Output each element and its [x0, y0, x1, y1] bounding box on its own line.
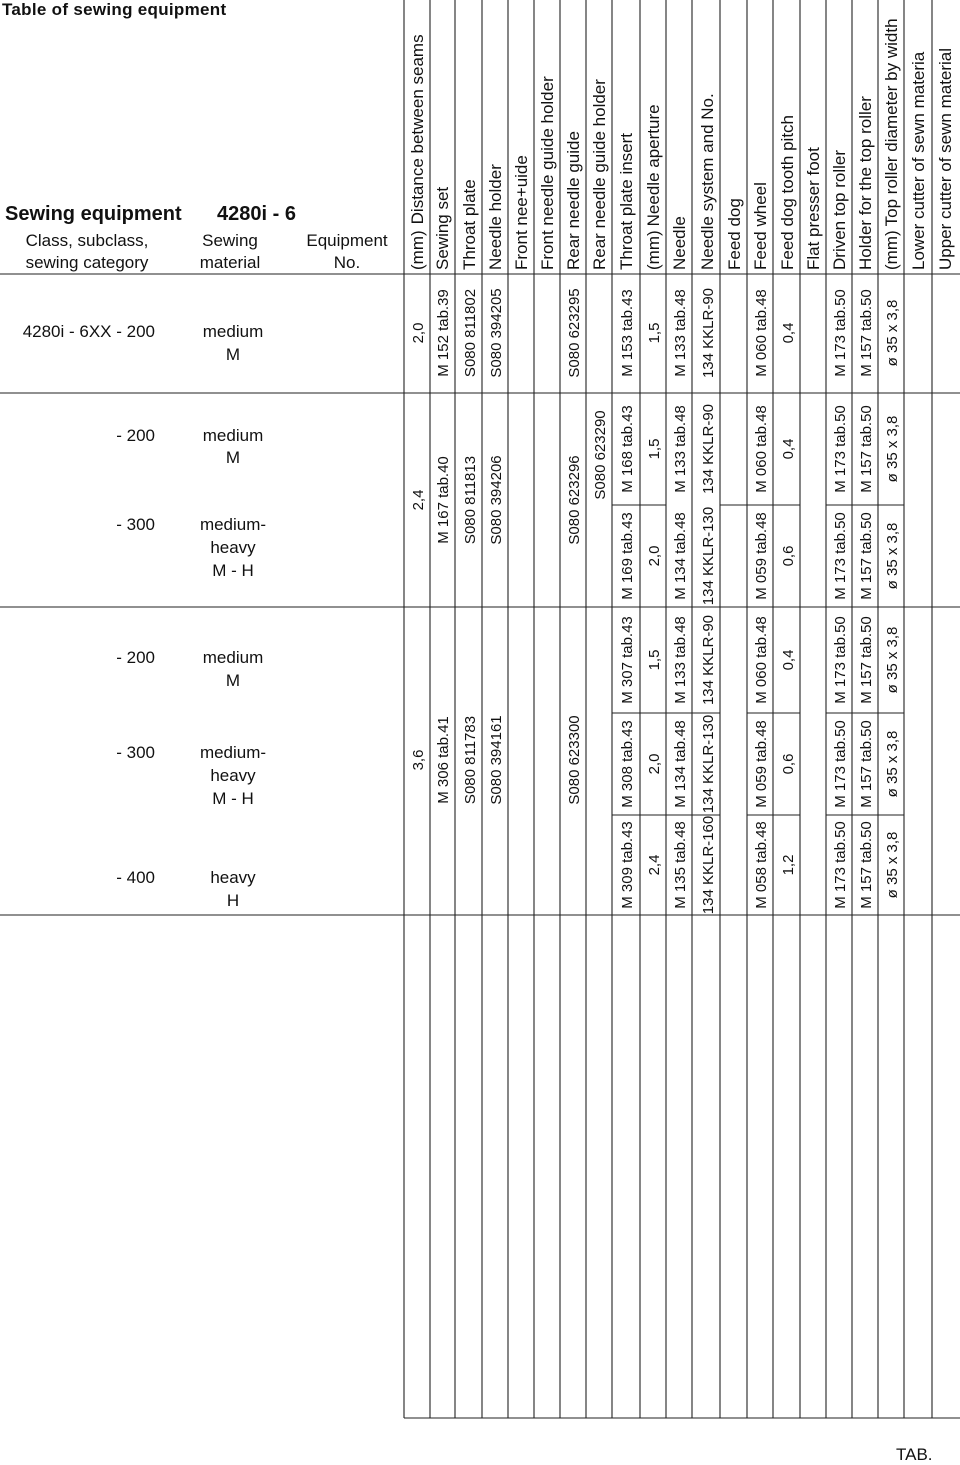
value-needle-holder: S080 394161: [488, 715, 505, 805]
equipment-title: Sewing equipment: [5, 203, 182, 225]
value-throat-plate: S080 811813: [462, 455, 479, 545]
material-cell: M: [225, 671, 241, 690]
part-header-throat-plate-insert: Throat plate insert: [617, 132, 636, 270]
part-header-feed-dog: Feed dog: [725, 198, 744, 270]
part-header-distance: [408, 34, 427, 270]
value-roller-holder: M 157 tab.50: [858, 405, 875, 493]
material-cell: heavy: [210, 538, 256, 557]
material-cell: H: [226, 891, 240, 910]
part-label: Distance between seams: [408, 34, 427, 225]
part-header-feed-wheel: Feed wheel: [751, 182, 770, 270]
value-throat-plate-insert: M 308 tab.43: [619, 720, 636, 808]
value-roller-holder: M 157 tab.50: [858, 616, 875, 704]
part-label: Top roller diameter by width: [882, 18, 901, 227]
class-cell: - 300: [116, 743, 155, 762]
header-material-line2: material: [199, 253, 261, 272]
value-sewing-set: M 306 tab.41: [435, 716, 452, 804]
value-throat-plate-insert: M 169 tab.43: [619, 512, 636, 600]
value-sewing-set: M 152 tab.39: [435, 289, 452, 377]
material-cell: M: [225, 448, 241, 467]
part-header-needle-aperture: [644, 104, 663, 270]
value-roller-diameter: ø 35 x 3,8: [884, 626, 901, 694]
class-cell: - 200: [116, 648, 155, 667]
value-needle-system: 134 KKLR-90: [700, 614, 717, 706]
part-header-sewing-set: Sewing set: [433, 186, 452, 270]
part-header-upper-cutter: Upper cutter of sewn material: [936, 47, 955, 270]
value-tooth-pitch: 0,4: [780, 322, 797, 344]
header-equipment-line2: No.: [333, 253, 361, 272]
value-needle: M 134 tab.48: [672, 512, 689, 600]
header-class-line2: sewing category: [25, 253, 149, 272]
value-feed-wheel: M 058 tab.48: [753, 821, 770, 909]
part-values: [410, 288, 901, 914]
part-unit: (mm): [644, 230, 663, 270]
value-feed-wheel: M 059 tab.48: [753, 720, 770, 808]
value-driven-top-roller: M 173 tab.50: [832, 512, 849, 600]
value-needle-system: 134 KKLR-160: [700, 815, 717, 915]
value-roller-diameter: ø 35 x 3,8: [884, 522, 901, 590]
column-headers: [26, 231, 388, 272]
value-roller-holder: M 157 tab.50: [858, 289, 875, 377]
part-header-rear-needle-guide: Rear needle guide: [564, 131, 583, 270]
value-rear-needle-guide: S080 623295: [566, 288, 583, 378]
part-header-needle-holder: Needle holder: [486, 164, 505, 270]
value-driven-top-roller: M 173 tab.50: [832, 616, 849, 704]
value-driven-top-roller: M 173 tab.50: [832, 720, 849, 808]
value-distance: 2,0: [410, 322, 427, 344]
part-header-flat-presser-foot: Flat presser foot: [804, 147, 823, 270]
header-equipment-line1: Equipment: [306, 231, 388, 250]
value-needle: M 133 tab.48: [672, 405, 689, 493]
value-rear-guide-holder: S080 623290: [592, 410, 609, 500]
value-distance: 2,4: [410, 489, 427, 511]
value-needle-aperture: 2,0: [646, 753, 663, 775]
part-headers: [408, 18, 955, 270]
class-cell: - 300: [116, 515, 155, 534]
page-title: Table of sewing equipment: [2, 0, 227, 19]
part-header-roller-holder: Holder for the top roller: [856, 96, 875, 270]
value-feed-wheel: M 059 tab.48: [753, 512, 770, 600]
value-needle-system: 134 KKLR-90: [700, 287, 717, 379]
material-cell: M - H: [212, 561, 254, 580]
value-tooth-pitch: 0,6: [780, 545, 797, 567]
footer-tab-label: TAB.: [896, 1445, 933, 1464]
value-needle-aperture: 1,5: [646, 438, 663, 460]
value-throat-plate: S080 811802: [462, 288, 479, 378]
part-header-tooth-pitch: Feed dog tooth pitch: [778, 114, 797, 270]
material-cell: medium-: [199, 515, 267, 534]
class-cell: - 200: [116, 426, 155, 445]
value-throat-plate-insert: M 307 tab.43: [619, 616, 636, 704]
value-needle-aperture: 2,4: [646, 854, 663, 876]
value-rear-needle-guide: S080 623296: [566, 455, 583, 545]
value-tooth-pitch: 1,2: [780, 854, 797, 876]
part-unit: (mm): [408, 230, 427, 270]
value-needle-aperture: 2,0: [646, 545, 663, 567]
value-driven-top-roller: M 173 tab.50: [832, 289, 849, 377]
material-cell: medium: [202, 648, 264, 667]
value-needle: M 133 tab.48: [672, 289, 689, 377]
class-cell: 4280i - 6XX - 200: [22, 322, 155, 341]
value-roller-holder: M 157 tab.50: [858, 720, 875, 808]
value-tooth-pitch: 0,6: [780, 753, 797, 775]
value-driven-top-roller: M 173 tab.50: [832, 821, 849, 909]
part-label: Needle aperture: [644, 104, 663, 227]
material-cell: M: [225, 345, 241, 364]
value-distance: 3,6: [410, 749, 427, 771]
part-header-driven-top-roller: Driven top roller: [830, 150, 849, 270]
value-roller-diameter: ø 35 x 3,8: [884, 730, 901, 798]
material-cell: medium: [202, 322, 264, 341]
material-cell: M - H: [212, 789, 254, 808]
material-cell: medium-: [199, 743, 267, 762]
value-needle: M 134 tab.48: [672, 720, 689, 808]
material-cell: heavy: [210, 766, 256, 785]
value-needle-holder: S080 394205: [488, 288, 505, 378]
part-unit: (mm): [882, 230, 901, 270]
material-cell: medium: [202, 426, 264, 445]
value-driven-top-roller: M 173 tab.50: [832, 405, 849, 493]
class-cell: - 400: [116, 868, 155, 887]
value-roller-diameter: ø 35 x 3,8: [884, 299, 901, 367]
value-roller-diameter: ø 35 x 3,8: [884, 831, 901, 899]
part-header-lower-cutter: Lower cutter of sewn materia: [909, 51, 928, 270]
value-needle-aperture: 1,5: [646, 322, 663, 344]
value-needle-system: 134 KKLR-90: [700, 403, 717, 495]
material-cell: heavy: [210, 868, 256, 887]
value-feed-wheel: M 060 tab.48: [753, 289, 770, 377]
part-header-throat-plate: Throat plate: [460, 179, 479, 270]
value-needle-system: 134 KKLR-130: [700, 506, 717, 606]
value-tooth-pitch: 0,4: [780, 438, 797, 460]
value-needle-holder: S080 394206: [488, 455, 505, 545]
part-header-needle: Needle: [670, 216, 689, 270]
value-throat-plate-insert: M 168 tab.43: [619, 405, 636, 493]
header-material-line1: Sewing: [202, 231, 258, 250]
value-throat-plate-insert: M 309 tab.43: [619, 821, 636, 909]
part-header-rear-guide-holder: Rear needle guide holder: [590, 79, 609, 270]
value-feed-wheel: M 060 tab.48: [753, 405, 770, 493]
part-header-roller-diameter: [882, 18, 901, 270]
value-needle-aperture: 1,5: [646, 649, 663, 671]
part-header-needle-system: Needle system and No.: [698, 93, 717, 270]
value-needle-system: 134 KKLR-130: [700, 714, 717, 814]
value-needle: M 133 tab.48: [672, 616, 689, 704]
class-rows: [23, 322, 266, 910]
machine-model: 4280i - 6: [217, 203, 296, 225]
part-header-front-guide-holder: Front needle guide holder: [538, 76, 557, 270]
value-sewing-set: M 167 tab.40: [435, 456, 452, 544]
value-rear-needle-guide: S080 623300: [566, 715, 583, 805]
value-throat-plate: S080 811783: [462, 715, 479, 805]
header-class-line1: Class, subclass,: [25, 231, 149, 250]
value-roller-holder: M 157 tab.50: [858, 512, 875, 600]
value-roller-holder: M 157 tab.50: [858, 821, 875, 909]
value-throat-plate-insert: M 153 tab.43: [619, 289, 636, 377]
value-roller-diameter: ø 35 x 3,8: [884, 415, 901, 483]
value-needle: M 135 tab.48: [672, 821, 689, 909]
part-header-front-needle-guide: Front nee+uide: [512, 155, 531, 270]
value-feed-wheel: M 060 tab.48: [753, 616, 770, 704]
value-tooth-pitch: 0,4: [780, 649, 797, 671]
